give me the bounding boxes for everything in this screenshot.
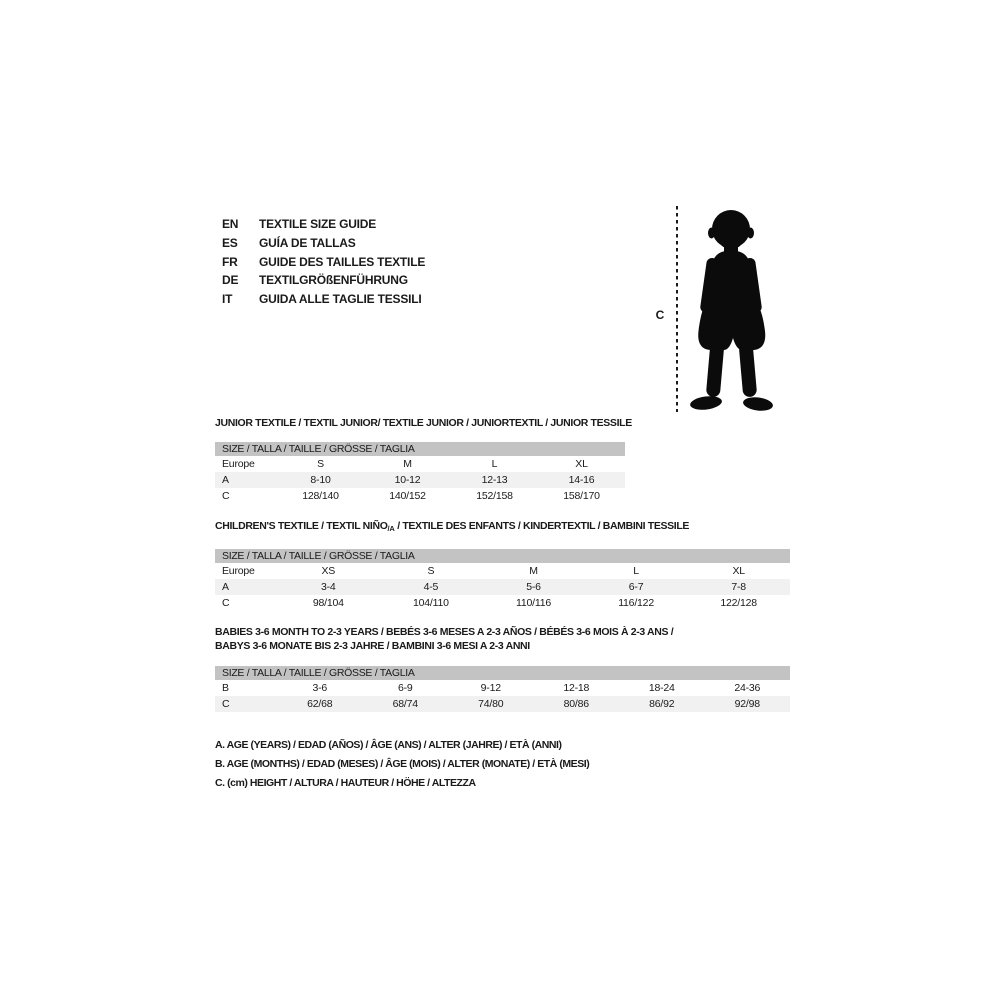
row-label: Europe — [222, 458, 255, 470]
title-line-2: BABYS 3-6 MONATE BIS 2-3 JAHRE / BAMBINI 3-6 MESI A 2-3 ANNI — [215, 640, 530, 652]
legend — [215, 736, 589, 793]
size-header-band: SIZE / TALLA / TAILLE / GRÖSSE / TAGLIA — [215, 549, 790, 563]
legend-line-a: A. AGE (YEARS) / EDAD (AÑOS) / ÂGE (ANS) / ALTER (JAHRE) / ETÀ (ANNI) — [215, 739, 562, 751]
age-cell: 5-6 — [526, 581, 541, 593]
language-list — [222, 215, 425, 308]
table-row-age — [215, 472, 625, 488]
table-row-age — [215, 579, 790, 595]
babies-size-table — [215, 666, 790, 712]
junior-size-table — [215, 442, 625, 504]
language-code: ES — [222, 236, 238, 251]
age-cell: 8-10 — [310, 474, 331, 486]
language-row-en — [222, 215, 425, 234]
row-label: B — [222, 682, 229, 694]
size-cell: M — [529, 565, 538, 577]
table-row-europe — [215, 563, 790, 579]
height-cell: 140/152 — [389, 490, 426, 502]
age-cell: 6-7 — [628, 581, 644, 593]
size-cell: M — [403, 458, 412, 470]
height-cell: 158/170 — [563, 490, 600, 502]
language-label: GUIDA ALLE TAGLIE TESSILI — [259, 292, 422, 307]
section-title — [215, 520, 790, 535]
row-label: A — [222, 581, 229, 593]
height-cell: 74/80 — [478, 698, 504, 710]
height-cell: 98/104 — [312, 597, 344, 609]
language-row-fr — [222, 252, 425, 271]
height-cell: 86/92 — [649, 698, 675, 710]
children-size-table — [215, 549, 790, 611]
age-cell: 12-13 — [481, 474, 508, 486]
height-cell: 128/140 — [302, 490, 339, 502]
title-subscript: /A — [387, 524, 395, 533]
title-line-1: BABIES 3-6 MONTH TO 2-3 YEARS / BEBÉS 3-6 MESES A 2-3 AÑOS / BÉBÉS 3-6 MOIS À 2-3 ANS / — [215, 626, 674, 638]
age-cell: 4-5 — [423, 581, 439, 593]
table-row-months — [215, 680, 790, 696]
table-row-height — [215, 488, 625, 504]
months-cell: 9-12 — [480, 682, 501, 694]
height-cell: 68/74 — [392, 698, 418, 710]
months-cell: 24-36 — [734, 682, 761, 694]
language-code: FR — [222, 254, 238, 269]
size-cell: S — [317, 458, 324, 470]
size-cell: XL — [732, 565, 745, 577]
height-cell: 110/116 — [515, 597, 551, 609]
language-label: TEXTILE SIZE GUIDE — [259, 217, 377, 232]
language-code: EN — [222, 217, 239, 232]
toddler-silhouette — [686, 203, 781, 415]
height-cell: 104/110 — [413, 597, 449, 609]
height-cell: 92/98 — [734, 698, 760, 710]
months-cell: 12-18 — [563, 682, 590, 694]
row-label: C — [222, 698, 230, 710]
junior-textile-section — [215, 417, 632, 504]
months-cell: 6-9 — [397, 682, 413, 694]
size-header-band: SIZE / TALLA / TAILLE / GRÖSSE / TAGLIA — [215, 666, 790, 680]
size-header-band: SIZE / TALLA / TAILLE / GRÖSSE / TAGLIA — [215, 442, 625, 456]
age-cell: 7-8 — [731, 581, 746, 593]
babies-textile-section — [215, 625, 790, 712]
childrens-textile-section — [215, 520, 790, 611]
language-row-de — [222, 271, 425, 290]
height-measure-dashed-line — [675, 206, 679, 412]
height-cell: 116/122 — [618, 597, 654, 609]
legend-line-c: C. (cm) HEIGHT / ALTURA / HAUTEUR / HÖHE / ALTEZZA — [215, 777, 476, 789]
section-title — [215, 625, 790, 653]
section-title: JUNIOR TEXTILE / TEXTIL JUNIOR/ TEXTILE JUNIOR / JUNIORTEXTIL / JUNIOR TESSILE — [215, 417, 632, 429]
months-cell: 18-24 — [648, 682, 675, 694]
age-cell: 14-16 — [568, 474, 595, 486]
row-label: Europe — [222, 565, 255, 577]
size-cell: L — [633, 565, 639, 577]
height-cell: 62/68 — [307, 698, 333, 710]
table-row-height — [215, 595, 790, 611]
age-cell: 10-12 — [394, 474, 421, 486]
language-code: IT — [222, 292, 233, 307]
row-label: A — [222, 474, 229, 486]
age-cell: 3-4 — [321, 581, 336, 593]
language-code: DE — [222, 273, 239, 288]
language-label: GUIDE DES TAILLES TEXTILE — [259, 254, 426, 269]
row-label: C — [222, 490, 230, 502]
months-cell: 3-6 — [312, 682, 328, 694]
language-row-es — [222, 234, 425, 253]
height-cell: 152/158 — [476, 490, 513, 502]
table-row-height — [215, 696, 790, 712]
size-cell: XL — [575, 458, 588, 470]
height-marker-label: C — [655, 308, 665, 322]
title-part: / TEXTILE DES ENFANTS / KINDERTEXTIL / BAMBINI TESSILE — [394, 520, 690, 532]
child-height-figure — [645, 203, 790, 418]
size-cell: XS — [321, 565, 336, 577]
height-cell: 122/128 — [720, 597, 757, 609]
size-cell: L — [491, 458, 498, 470]
legend-line-b: B. AGE (MONTHS) / EDAD (MESES) / ÂGE (MOIS) / ALTER (MONATE) / ETÀ (MESI) — [215, 758, 590, 770]
row-label: C — [222, 597, 230, 609]
height-cell: 80/86 — [563, 698, 589, 710]
table-row-europe — [215, 456, 625, 472]
language-label: GUÍA DE TALLAS — [259, 236, 356, 251]
title-part: CHILDREN'S TEXTILE / TEXTIL NIÑO — [215, 520, 388, 532]
size-cell: S — [427, 565, 435, 577]
language-row-it — [222, 290, 425, 309]
language-label: TEXTILGRÖßENFÜHRUNG — [259, 273, 408, 288]
